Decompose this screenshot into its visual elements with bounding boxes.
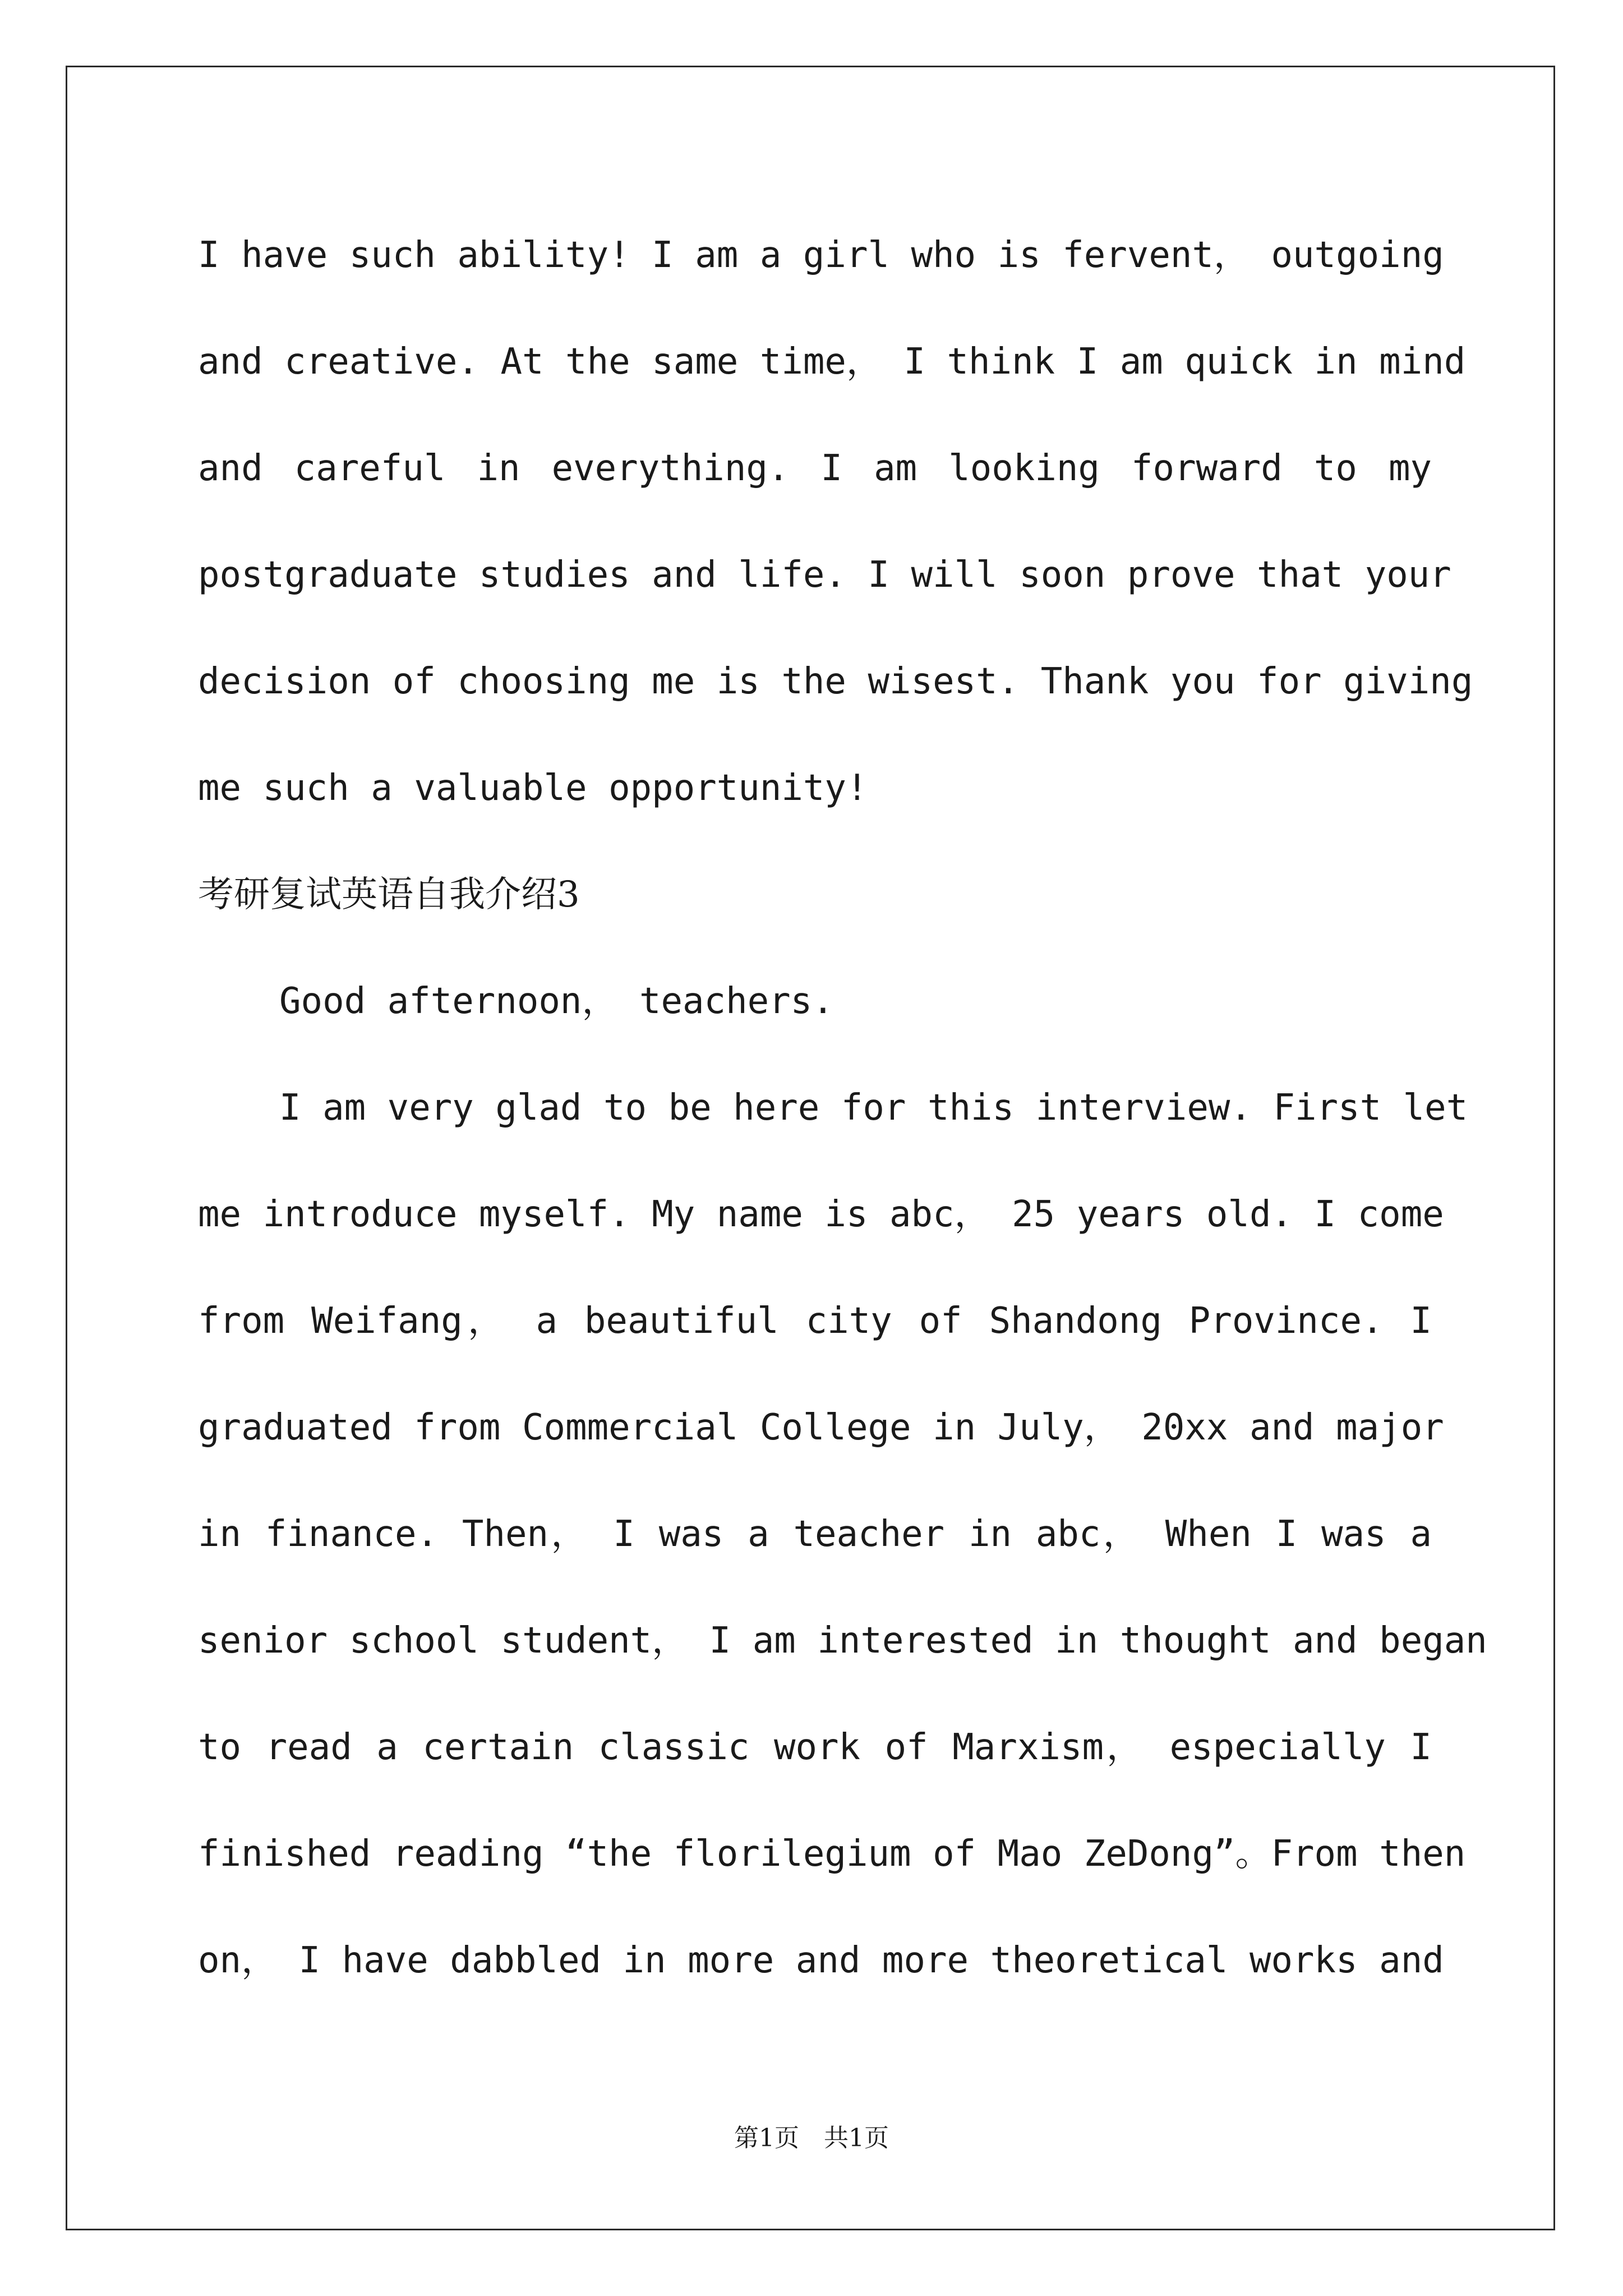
paragraph-1 bbox=[198, 202, 1473, 841]
text-line: on， I have dabbled in more and more theoretical works and bbox=[198, 1940, 1444, 1981]
text-line: and careful in everything. I am looking forward to my bbox=[198, 448, 1432, 489]
text-line: from Weifang， a beautiful city of Shandong Province. I bbox=[198, 1300, 1432, 1342]
text-line: postgraduate studies and life. I will soon prove that your bbox=[198, 554, 1451, 596]
text-line: graduated from Commercial College in July， 20xx and major bbox=[198, 1407, 1444, 1448]
text-line: I am very glad to be here for this interview. First let bbox=[279, 1087, 1468, 1129]
text-line: me such a valuable opportunity! bbox=[198, 767, 868, 809]
text-line: senior school student， I am interested in thought and began bbox=[198, 1620, 1487, 1662]
paragraph-2 bbox=[198, 1055, 1487, 2014]
section-heading: 考研复试英语自我介绍3 bbox=[198, 874, 580, 915]
text-line: in finance. Then， I was a teacher in abc， When I was a bbox=[198, 1513, 1432, 1555]
greeting: Good afternoon， teachers. bbox=[279, 981, 834, 1022]
page-number-footer: 第1页 共1页 bbox=[734, 2124, 889, 2152]
text-line: me introduce myself. My name is abc， 25 years old. I come bbox=[198, 1194, 1444, 1235]
text-line: to read a certain classic work of Marxism， especially I bbox=[198, 1727, 1432, 1768]
text-line: decision of choosing me is the wisest. Thank you for giving bbox=[198, 661, 1473, 702]
text-line: and creative. At the same time， I think I am quick in mind bbox=[198, 341, 1466, 383]
document-body bbox=[198, 202, 1487, 2014]
text-line: finished reading “the florilegium of Mao ZeDong”。From then bbox=[198, 1833, 1466, 1875]
text-line: I have such ability! I am a girl who is fervent， outgoing bbox=[198, 234, 1444, 276]
